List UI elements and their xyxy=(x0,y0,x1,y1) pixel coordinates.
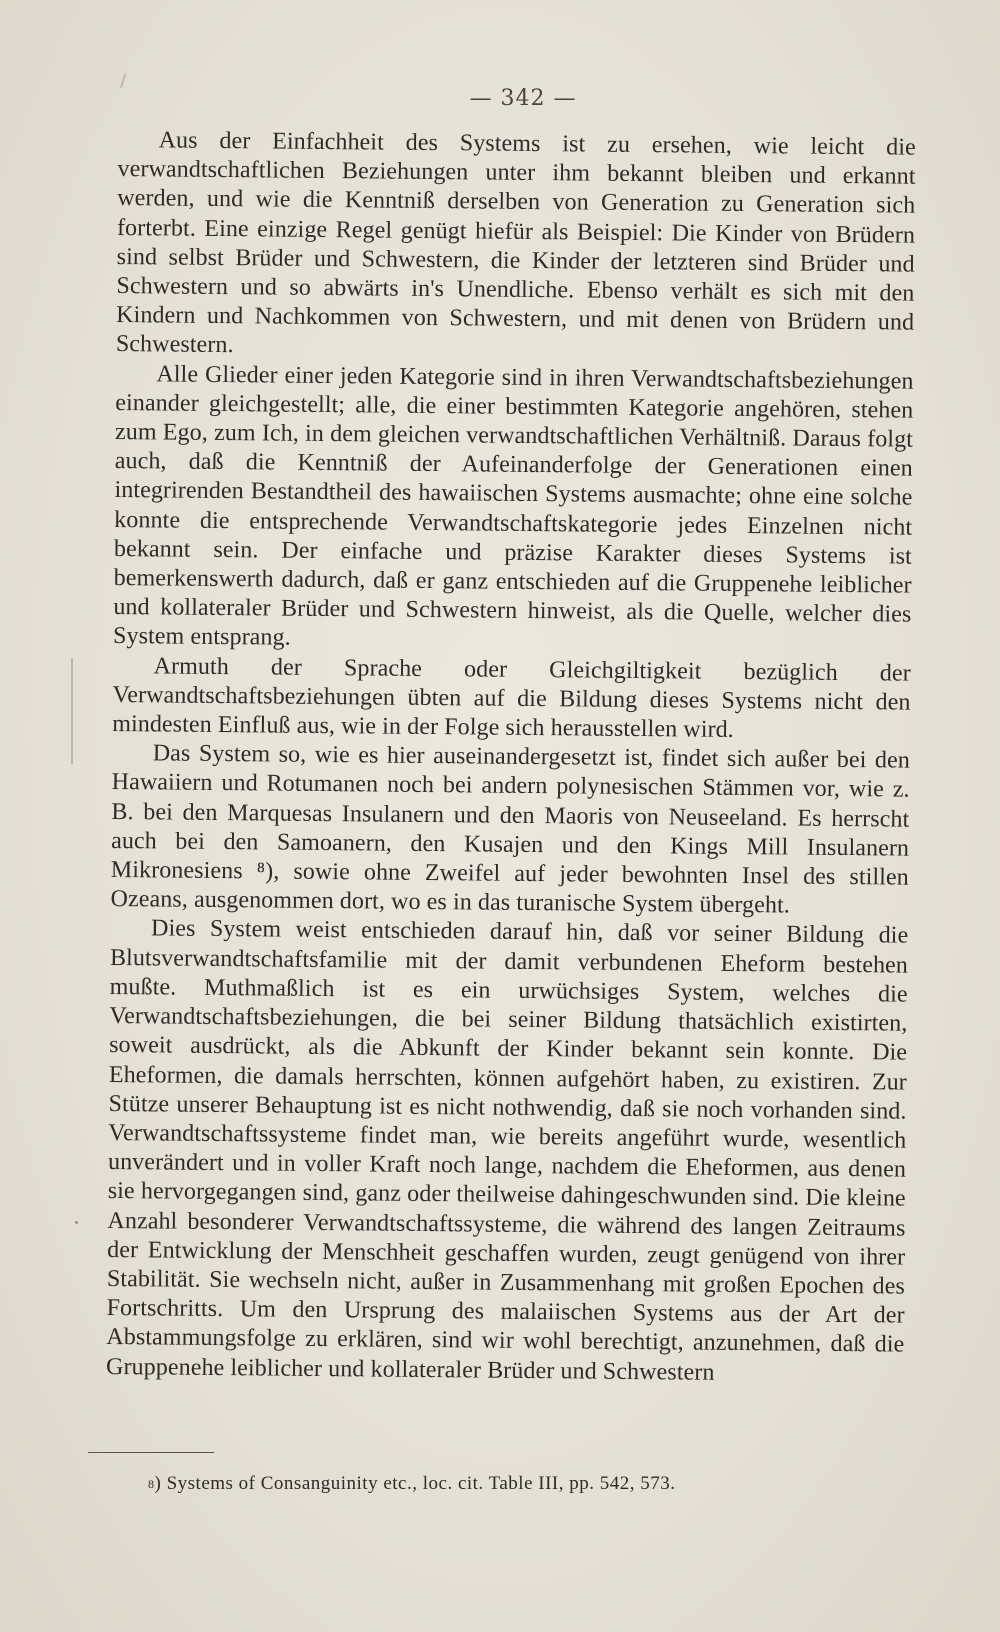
page-number-header: — 342 — xyxy=(469,86,577,111)
footnote-marker: 8 xyxy=(148,1477,155,1491)
margin-mark xyxy=(120,74,126,88)
margin-dot xyxy=(75,1221,78,1224)
paragraph-5: Dies System weist entschieden darauf hin, daß vor seiner Bildung die Blutsverwandtschaftsfamilie mit der damit verbundenen Eheform bestehen mußte. Muthmaßlich ist es ein urwüchsiges System, welches die Verwandtschaftsbeziehungen, die bei seiner Bildung thatsächlich existirten, soweit ausdrückt, als die Abkunft der Kinder bekannt sein konnte. Die Eheformen, die damals herrschten, können aufgehört haben, zu existiren. Zur Stütze unserer Behauptung ist es nicht nothwendig, daß sie noch vorhanden sind. Verwandtschaftssysteme findet man, wie bereits angeführt wurde, wesentlich unverändert und in voller Kraft noch lange, nachdem die Eheformen, aus denen sie hervorgegangen sind, ganz oder theilweise dahingeschwunden sind. Die kleine Anzahl besonderer Verwandtschaftssysteme, die während des langen Zeitraums der Entwicklung der Menschheit geschaffen wurden, zeugt genügend von ihrer Stabilität. Sie wechseln nicht, außer in Zusammenhang mit großen Epochen des Fortschritts. Um den Ursprung des malaiischen Systems aus der Art der Abstammungsfolge zu erklären, sind wir wohl berechtigt, anzunehmen, daß die Gruppenehe leiblicher und kollateraler Brüder und Schwestern xyxy=(105,915,909,1386)
paragraph-1: Aus der Einfachheit des Systems ist zu ersehen, wie leicht die verwandtschaftlichen Beziehungen unter ihm bekannt bleiben und erkannt werden, und wie die Kenntniß derselben von Generation zu Generation sich forterbt. Eine einzige Regel genügt hiefür als Beispiel: Die Kinder von Brüdern sind selbst Brüder und Schwestern, die Kinder der letzteren sind Brüder und Schwestern und so abwärts in's Unendliche. Ebenso verhält es sich mit den Kindern und Nachkommen von Schwestern, und mit denen von Brüdern und Schwestern. xyxy=(115,127,916,359)
paragraph-2: Alle Glieder einer jeden Kategorie sind in ihren Verwandtschaftsbeziehungen einander gleichgestellt; alle, die einer bestimmten Kategorie angehören, stehen zum Ego, zum Ich, in dem gleichen verwandtschaftlichen Verhältniß. Daraus folgt auch, daß die Kenntniß der Aufeinanderfolge der Generationen einen integrirenden Bestandtheil des hawaiischen Systems ausmachte; ohne eine solche konnte die entsprechende Verwandtschaftskategorie jedes Einzelnen nicht bekannt sein. Der einfache und präzise Karakter dieses Systems ist bemerkenswerth dadurch, daß er ganz entschieden auf die Gruppenehe leiblicher und kollateraler Brüder und Schwestern hinweist, als die Quelle, welcher dies System entsprang. xyxy=(112,361,914,652)
margin-line xyxy=(71,658,73,764)
footnote-text: ) Systems of Consanguinity etc., loc. cit. Table III, pp. 542, 573. xyxy=(154,1473,676,1494)
paragraph-4: Das System so, wie es hier auseinandergesetzt ist, findet sich außer bei den Hawaiiern und Rotumanen noch bei andern polynesischen Stämmen vor, wie z. B. bei den Marquesas Insulanern und den Maoris von Neuseeland. Es herrscht auch bei den Samoanern, den Kusajen und den Kings Mill Insulanern Mikronesiens ⁸), sowie ohne Zweifel auf jeder bewohnten Insel des stillen Ozeans, ausgenommen dort, wo es in das turanische System übergeht. xyxy=(110,740,911,919)
footnote xyxy=(148,1472,888,1496)
footnote-divider xyxy=(88,1452,214,1453)
paragraph-3: Armuth der Sprache oder Gleichgiltigkeit bezüglich der Verwandtschaftsbeziehungen übten auf die Bildung dieses Systems nicht den mindesten Einfluß aus, wie in der Folge sich herausstellen wird. xyxy=(112,653,911,744)
body-text xyxy=(106,126,916,1389)
